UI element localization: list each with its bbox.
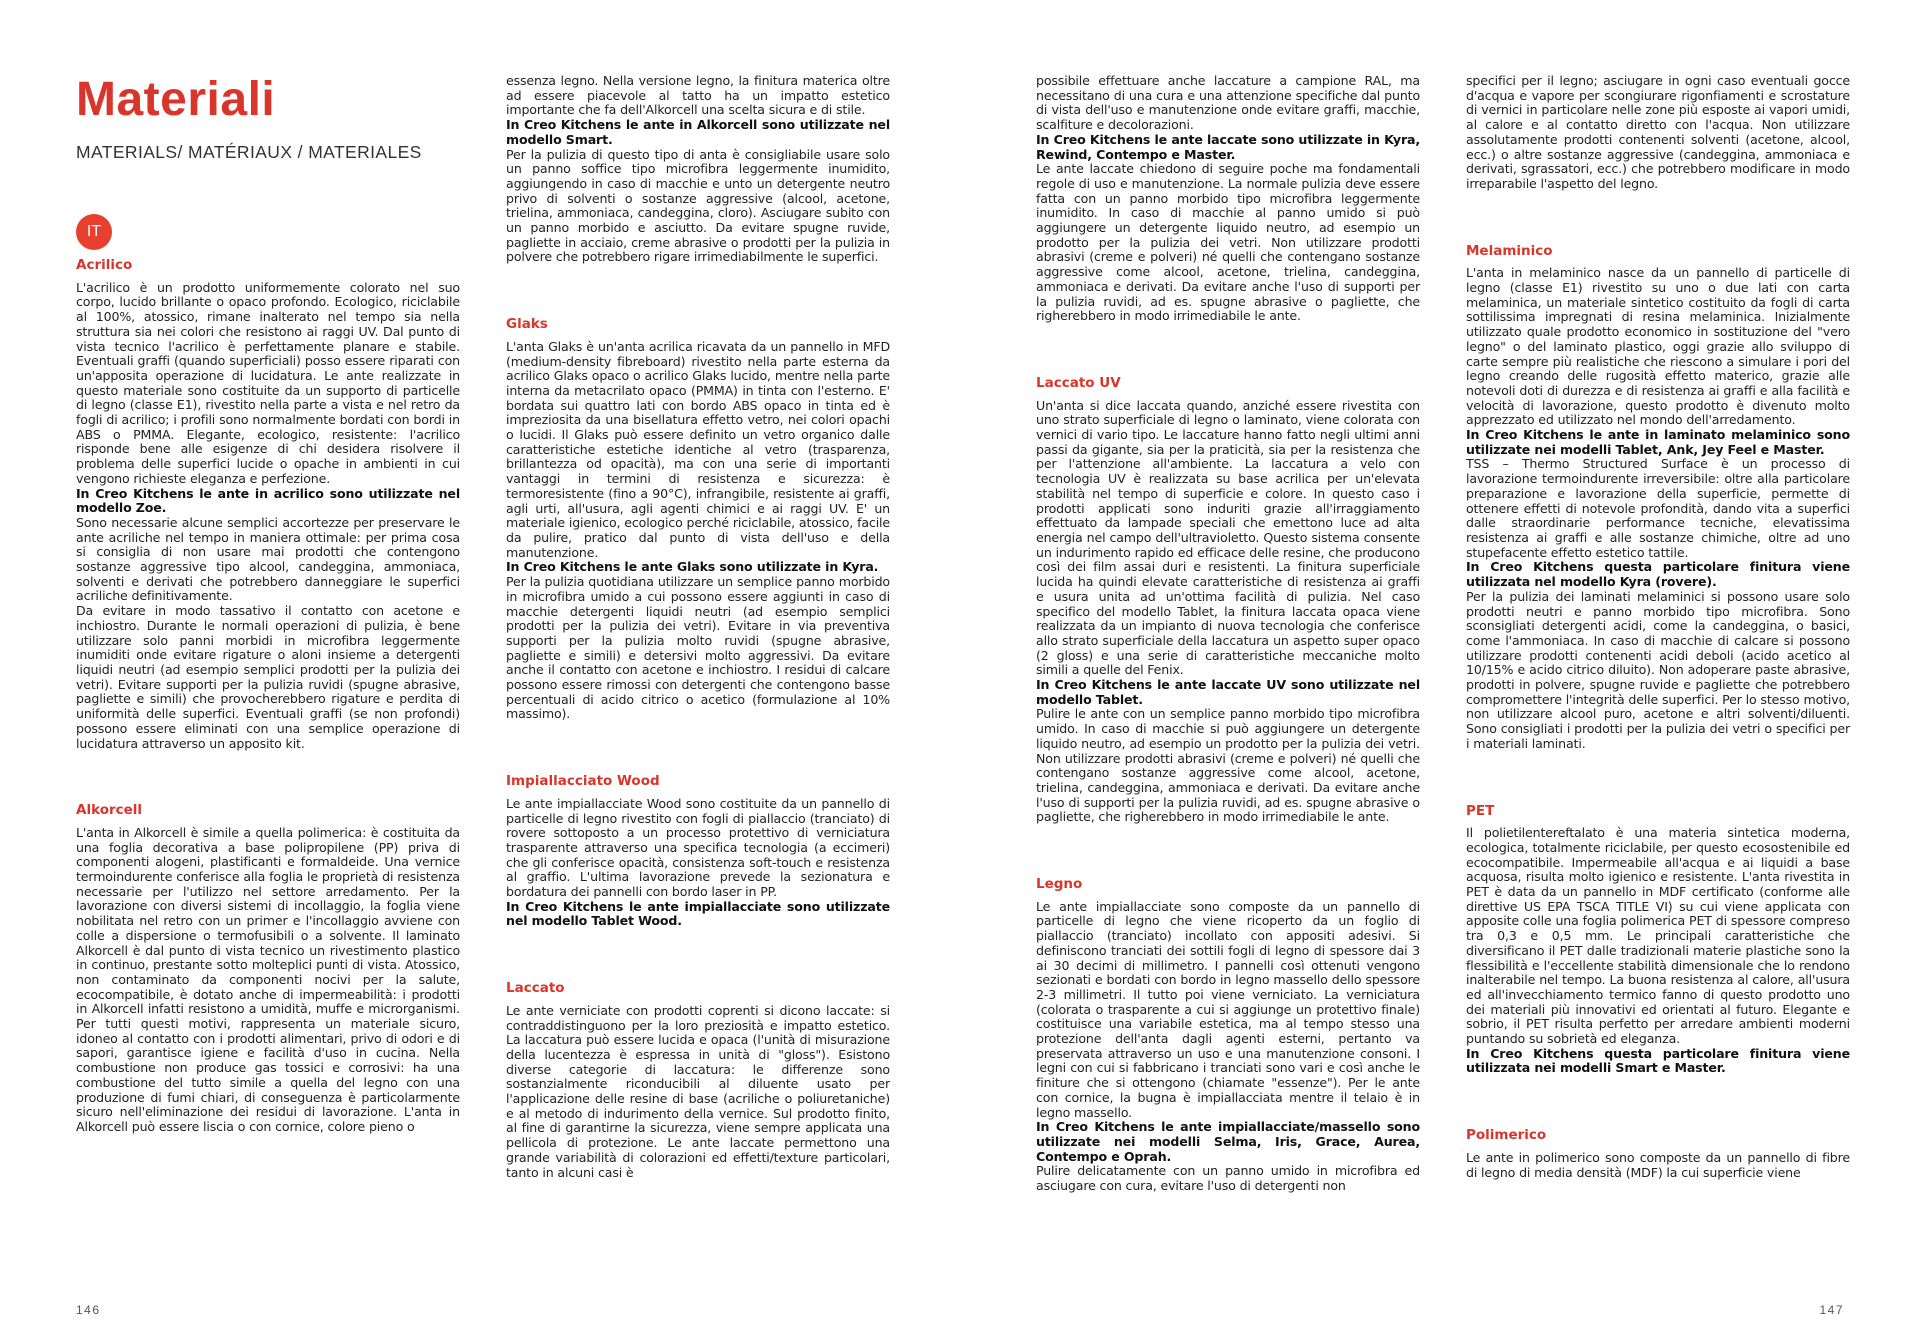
highlight-paragraph: In Creo Kitchens questa particolare finitura viene utilizzata nel modello Kyra (rovere). (1466, 559, 1850, 590)
text-column-1 (76, 258, 460, 1135)
paragraph: Pulire delicatamente con un panno umido in microfibra ed asciugare con cura, evitare l'uso di detergenti non (1036, 1163, 1420, 1194)
paragraph: Il polietilentereftalato è una materia sintetica moderna, ecologica, totalmente riciclabile, per questo ecosostenibile ed ecocompatibile. Impermeabile all'acqua e ai liquidi a base acquosa, risulta molto igienico e resistente. L'anta rivestita in PET è data da un pannello in MDF certificato (conforme alle direttive US EPA TSCA TITLE VI) su cui viene applicata con apposite colle una foglia polimerica PET di spessore compreso tra 0,3 e 0,5 mm. Le principali caratteristiche che diversificano il PET dalle tradizionali materie plastiche sono la flessibilità e l'eccellente stabilità dimensionale che lo rendono inalterabile nel tempo. La buona resistenza al calore, all'usura ed all'invecchiamento termico fanno di questo prodotto uno dei materiali più innovativi ed orientati al futuro. Elegante e sobrio, il PET risulta perfetto per arredare ambienti moderni puntando su sobrietà ed eleganza. (1466, 825, 1850, 1047)
text-column-3 (1036, 74, 1420, 1194)
section-heading-pet: PET (1466, 802, 1495, 819)
page-number-left: 146 (76, 1303, 101, 1317)
paragraph: Le ante verniciate con prodotti coprenti si dicono laccate: si contraddistinguono per la loro preziosità e impatto estetico. La laccatura può essere lucida e opaca (l'unità di misurazione della lucentezza è espressa in unità di "gloss"). Esistono diverse categorie di laccatura: le differenze sono sostanzialmente riconducibili al diluente usato per l'applicazione delle resine di base (acriliche o poliuretaniche) e al metodo di indurimento della vernice. Sul prodotto finito, al fine di garantirne la sicurezza, viene sempre applicata una pellicola di protezione. Le ante laccate permettono una grande variabilità di colorazioni ed effetti/texture particolari, tanto in alcuni casi è (506, 1002, 890, 1180)
highlight-paragraph: In Creo Kitchens questa particolare finitura viene utilizzata nei modelli Smart e Master. (1466, 1045, 1850, 1076)
section-heading-legno: Legno (1036, 876, 1083, 893)
section-heading-laccato-uv: Laccato UV (1036, 374, 1121, 391)
paragraph: Per la pulizia quotidiana utilizzare un semplice panno morbido in microfibra umido a cui possono essere aggiunti in caso di macchie detergenti liquidi neutri (ad esempio semplici prodotti per la pulizia dei vetri). Evitare in via preventiva supporti per la pulizia molto ruvidi (spugne abrasive, pagliette e simili) e detersivi molto aggressivi. Da evitare anche il contatto con acetone e inchiostro. I residui di calcare possono essere rimossi con detergenti che contengono basse percentuali di acido citrico o acetico (formulazione al 10% massimo). (506, 574, 890, 722)
paragraph: Per la pulizia dei laminati melaminici si possono usare solo prodotti neutri e panno morbido tipo microfibra. Sono sconsigliati detergenti acidi, come la candeggina, o basici, come l'ammoniaca. In caso di macchie di calcare si possono utilizzare prodotti contenenti acidi deboli (acido acetico al 10/15% e acido citrico diluito). Non adoperare paste abrasive, prodotti in polvere, spugne ruvide e pagliette che potrebbero compromettere l'integrità delle superfici. Per lo stesso motivo, non utilizzare alcool puro, acetone e altri solventi/diluenti. Sono consigliati i prodotti per la pulizia dei vetri o specifici per i materiali laminati. (1466, 588, 1850, 751)
highlight-paragraph: In Creo Kitchens le ante laccate sono utilizzate in Kyra, Rewind, Contempo e Master. (1036, 131, 1420, 162)
paragraph: TSS – Thermo Structured Surface è un processo di lavorazione termoindurente irreversibile: oltre alla particolare preparazione e lavorazione della superficie, permette di ottenere effetti di notevole profondità, dando vita a superfici dalle straordinarie performance tecniche, elevatissima resistenza ai graffi e alle sostanze chimiche, oltre ad uno stupefacente effetto estetico tattile. (1466, 456, 1850, 560)
text-column-4 (1466, 74, 1850, 1180)
section-heading-glaks: Glaks (506, 316, 548, 333)
section-heading-acrilico: Acrilico (76, 257, 133, 273)
paragraph: Le ante in polimerico sono composte da un pannello di fibre di legno di media densità (MDF) la cui superficie viene (1466, 1149, 1850, 1180)
page-title: Materiali (76, 73, 276, 126)
paragraph: possibile effettuare anche laccature a campione RAL, ma necessitano di una cura e una attenzione specifiche dal punto di vista dell'uso e manutenzione onde evitare graffi, macchie, scalfiture e decolorazioni. (1036, 73, 1420, 133)
highlight-paragraph: In Creo Kitchens le ante impiallacciate sono utilizzate nel modello Tablet Wood. (506, 898, 890, 929)
text-column-2 (506, 74, 890, 1180)
section-heading-polimerico: Polimerico (1466, 1127, 1547, 1144)
paragraph: essenza legno. Nella versione legno, la finitura materica oltre ad essere piacevole al tatto ha un impatto estetico importante che fa dell'Alkorcell una scelta sicura e di stile. (506, 73, 890, 118)
paragraph: Le ante laccate chiedono di seguire poche ma fondamentali regole di uso e manutenzione. La normale pulizia deve essere fatta con un panno morbido tipo microfibra leggermente inumidito. In caso di macchie al panno umido si può aggiungere un detergente liquido neutro, ad esempio un prodotto per la pulizia dei vetri. Non utilizzare prodotti abrasivi (creme e polveri) né quelli che contengano sostanze aggressive come alcool, acetone, trielina, candeggina, ammoniaca e derivati. Da evitare anche l'uso di supporti per la pulizia ruvidi, ad es. spugne abrasive o pagliette, che righerebbero in modo irrimediabile le ante. (1036, 161, 1420, 324)
paragraph: L'anta in melaminico nasce da un pannello di particelle di legno (classe E1) rivestito su uno o due lati con carta melaminica, un materiale sintetico costituito da fogli di carta sottilissima impregnati di resina melaminica. Inizialmente utilizzato quale prodotto economico in sostituzione del "vero legno" o del laminato plastico, oggi grazie allo sviluppo di carte sempre più realistiche che riescono a simulare i pori del legno creando delle rugosità effetto materico, grazie alle notevoli doti di durezza e di resistenza ai graffi e alla facilità e velocità di lavorazione, questo prodotto è divenuto molto apprezzato ed utilizzato nel mondo dell'arredamento. (1466, 265, 1850, 428)
highlight-paragraph: In Creo Kitchens le ante in Alkorcell sono utilizzate nel modello Smart. (506, 117, 890, 147)
header-block (76, 72, 422, 163)
paragraph: Da evitare in modo tassativo il contatto con acetone e inchiostro. Durante le normali operazioni di pulizia, è bene utilizzare solo panni morbidi in microfibra leggermente inumiditi onde evitare rigature o aloni insieme a detergenti liquidi neutri (ad esempio semplici prodotti per la pulizia dei vetri). Evitare supporti per la pulizia ruvidi (spugne abrasive, pagliette e simili) che provocherebbero rigature e perdita di uniformità delle superfici. Eventuali graffi (se non profondi) possono essere eliminati con una semplice operazione di lucidatura attraverso un apposito kit. (76, 603, 460, 751)
paragraph: L'anta in Alkorcell è simile a quella polimerica: è costituita da una foglia decorativa a base polipropilene (PP) priva di componenti alogeni, plastificanti e formaldeide. Una vernice termoindurente conferisce alla foglia le proprietà di resistenza necessarie per l'utilizzo nel settore arredamento. Per la lavorazione con diversi sistemi di incollaggio, la foglia viene nobilitata nel retro con un primer e l'incollaggio avviene con colle a dispersione o termofusibili o a solvente. Il laminato Alkorcell è dal punto di vista tecnico un rivestimento plastico in continuo, prestante sotto molteplici punti di vista. Atossico, non contaminato da componenti nocivi per la salute, ecocompatibile, è dotato anche di impermeabilità: i prodotti in Alkorcell infatti resistono a umidità, muffe e microrganismi. Per tutti questi motivi, rappresenta un materiale sicuro, idoneo al contatto con i prodotti alimentari, privo di odori e di sapori, garantisce igiene e facilità d'uso in cucina. Nella combustione non produce gas tossici e corrosivi: ha una combustione del tutto simile a quella del legno con una produzione di fumi chiari, di conseguenza è particolarmente sicuro nell'eliminazione dei residui di lavorazione. L'anta in Alkorcell può essere liscia o con cornice, colore pieno o (76, 824, 460, 1134)
highlight-paragraph: In Creo Kitchens le ante in acrilico sono utilizzate nel modello Zoe. (76, 485, 460, 516)
section-heading-alkorcell: Alkorcell (76, 802, 143, 819)
paragraph: Pulire le ante con un semplice panno morbido tipo microfibra umido. In caso di macchie si può aggiungere un detergente liquido neutro, ad esempio un prodotto per la pulizia dei vetri. Non utilizzare prodotti abrasivi (creme e polveri) né quelli che contengano sostanze aggressive come alcool, acetone, trielina, candeggina, ammoniaca e derivati. Da evitare anche l'uso di supporti per la pulizia ruvidi, ad es. spugne abrasive o pagliette, che righerebbero in modo irrimediabile le ante. (1036, 706, 1420, 825)
page-number-right: 147 (1819, 1303, 1844, 1317)
paragraph: specifici per il legno; asciugare in ogni caso eventuali gocce d'acqua e vapore per scongiurare rigonfiamenti e scrostature di vernici in particolare nelle zone più esposte ai vapori umidi, al calore e al contatto diretto con l'acqua. Non utilizzare assolutamente prodotti contenenti solventi (acetone, alcool, ecc.) o altre sostanze aggressive (candeggina, ammoniaca e derivati, sgrassatori, ecc.) che potrebbero modificare in modo irreparabile l'aspetto del legno. (1466, 73, 1850, 191)
highlight-paragraph: In Creo Kitchens le ante in laminato melaminico sono utilizzate nei modelli Tablet, Ank, Jey Feel e Master. (1466, 427, 1850, 457)
highlight-paragraph: In Creo Kitchens le ante impiallacciate/massello sono utilizzate nei modelli Selma, Iris, Grace, Aurea, Contempo e Oprah. (1036, 1119, 1420, 1164)
paragraph: Le ante impiallacciate sono composte da un pannello di particelle di legno che viene ricoperto da un foglio di piallaccio (tranciato) incollato con appositi adesivi. Si definiscono tranciati dei sottili fogli di legno di spessore dai 3 ai 30 decimi di millimetro. I pannelli così ottenuti vengono sezionati e bordati con bordo in legno massello dello spessore 2-3 millimetri. Il tutto poi viene verniciato. La verniciatura (colorata o trasparente a cui si aggiunge un protettivo finale) costituisce una variabile estetica, ma al tempo stesso una protezione dell'anta dagli agenti esterni, pertanto va preservata attraverso un uso e una manutenzione consoni. I legni con cui si fabbricano i tranciati sono vari e così anche le finiture che si ottengono (chiamate "essenze"). Per le ante con cornice, la bugna è impiallacciata mentre il telaio è in legno massello. (1036, 898, 1420, 1120)
paragraph: Sono necessarie alcune semplici accortezze per preservare le ante acriliche nel tempo in maniera ottimale: per prima cosa si consiglia di non usare mai prodotti che contengono sostanze aggressive tipo alcool, candeggina, ammoniaca, solventi e derivati che potrebbero danneggiare le superfici acriliche definitivamente. (76, 514, 460, 604)
paragraph: L'acrilico è un prodotto uniformemente colorato nel suo corpo, lucido brillante o opaco profondo. Ecologico, riciclabile al 100%, atossico, rimane inalterato nel tempo sia nella struttura sia nei colori che resistono ai raggi UV. Dal punto di vista tecnico l'acrilico è perfettamente planare e stabile. Eventuali graffi (quando superficiali) posso essere riparati con un'apposita operazione di lucidatura. Le ante realizzate in questo materiale sono costituite da un supporto di particelle di legno (classe E1), rivestito nella parte a vista e nel retro da fogli di acrilico; i profili sono normalmente bordati con bordi in ABS o PMMA. Elegante, ecologico, resistente: l'acrilico risponde bene alle esigenze di chi desidera risolvere il problema delle superfici lucide o opache in ambienti in cui vengono richieste eleganza e perfezione. (76, 279, 460, 486)
highlight-paragraph: In Creo Kitchens le ante laccate UV sono utilizzate nel modello Tablet. (1036, 677, 1420, 707)
page-subtitle: MATERIALS/ MATÉRIAUX / MATERIALES (76, 142, 422, 162)
language-badge: IT (76, 214, 112, 250)
paragraph: Per la pulizia di questo tipo di anta è consigliabile usare solo un panno soffice tipo microfibra leggermente inumidito, aggiungendo in caso di macchie e unto un detergente neutro privo di solventi o sostanze aggressive (alcool, acetone, trielina, ammoniaca, candeggina, cloro). Asciugare subito con un panno morbido e asciutto. Da evitare spugne ruvide, pagliette in acciaio, creme abrasive o prodotti per la pulizia in polvere che potrebbero rigare irrimediabilmente le superfici. (506, 146, 890, 265)
paragraph: Le ante impiallacciate Wood sono costituite da un pannello di particelle di legno rivestito con fogli di piallaccio (tranciato) di rovere sottoposto a un processo protettivo di verniciatura trasparente attraverso una specifica tecnologia (a eccimeri) che gli conferisce opacità, consistenza soft-touch e resistenza al graffio. L'ultima lavorazione prevede la sezionatura e bordatura dei pannelli con bordo laser in PP. (506, 795, 890, 900)
highlight-paragraph: In Creo Kitchens le ante Glaks sono utilizzate in Kyra. (506, 559, 879, 575)
section-heading-impiallacciato-wood: Impiallacciato Wood (506, 773, 660, 790)
paragraph: L'anta Glaks è un'anta acrilica ricavata da un pannello in MFD (medium-density fibreboard) rivestito nella parte esterna da acrilico Glaks opaco o acrilico Glaks lucido, mentre nella parte interna da metacrilato opaco (PMMA) in tinta con l'esterno. E' bordata sui quattro lati con bordo ABS opaco in tinta ed è impreziosita da una bisellatura effetto vetro, nei colori opachi o lucidi. Il Glaks può essere definito un vetro organico dalle caratteristiche estetiche identiche al vetro (trasparenza, brillantezza od opacità), ma con una serie di importanti vantaggi in termini di resistenza e sicurezza: è termoresistente (fino a 90°C), infrangibile, resistente ai graffi, agli urti, all'usura, agli agenti chimici e ai raggi UV. E' un materiale igienico, ecologico perché riciclabile, atossico, facile da pulire, pratico dal punto di vista dell'uso e della manutenzione. (506, 338, 890, 560)
paragraph: Un'anta si dice laccata quando, anziché essere rivestita con uno strato superficiale di legno o laminato, viene colorata con vernici di vario tipo. Le laccature hanno fatto negli ultimi anni passi da gigante, sia per la praticità, sia per la resistenza che per l'attenzione all'ambiente. La laccatura a velo con tecnologia UV è realizzata su base acrilica per un'elevata stabilità nel tempo di superficie e colore. In questo caso i prodotti applicati sono induriti grazie all'irraggiamento effettuato da lampade speciali che emettono luce ad alta energia nel campo dell'ultravioletto. Questo sistema consente un indurimento rapido ed efficace delle resine, che producono così dei film assai duri e resistenti. La finitura superficiale lucida ha quindi elevate caratteristiche di resistenza ai graffi e usura unita ad un'ottima facilità di pulizia. Nel caso specifico del modello Tablet, la finitura laccata opaca viene realizzata da un impianto di nuova tecnologia che conferisce allo strato superficiale della laccatura un aspetto super opaco (2 gloss) e una serie di caratteristiche meccaniche molto simili a quelle del Fenix. (1036, 397, 1420, 678)
section-heading-laccato: Laccato (506, 980, 565, 997)
section-heading-melaminico: Melaminico (1466, 242, 1553, 259)
